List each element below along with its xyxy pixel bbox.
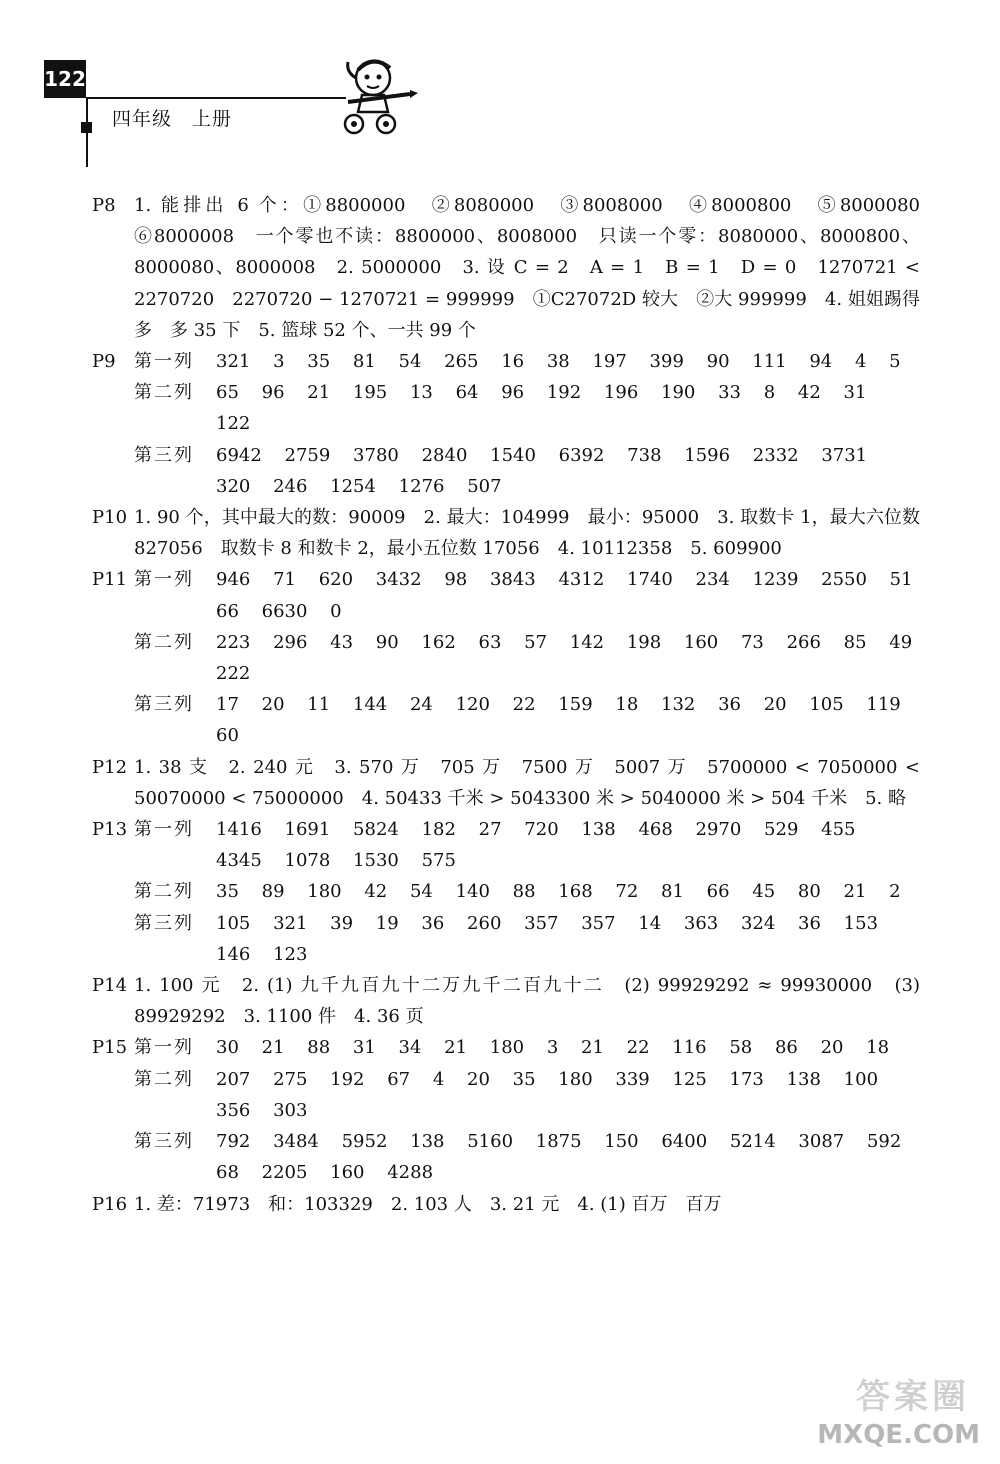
answer-row: [134, 564, 920, 626]
section-p13: [0, 814, 1000, 970]
row-label: 第三列: [134, 694, 194, 716]
page-ref: P10: [92, 507, 128, 529]
answer-text: 1. 100 元 2. (1) 九千九百九十二万九千二百九十二 (2) 99929292 ≈ 99930000 (3) 89929292 3. 1100 件 4. 36 页: [134, 975, 920, 1028]
row-values: 65 96 21 195 13 64 96 192 196 190 33 8 42 31 122: [216, 382, 867, 435]
page-ref: P16: [92, 1193, 128, 1215]
row-label: 第三列: [134, 1131, 194, 1153]
row-values: 792 3484 5952 138 5160 1875 150 6400 5214 3087 592 68 2205 160 4288: [216, 1131, 902, 1184]
row-label: 第一列: [134, 351, 194, 373]
row-label: 第三列: [134, 912, 194, 934]
page-ref: P14: [92, 975, 128, 997]
page-ref: P9: [92, 351, 116, 373]
answer-row: [134, 814, 920, 876]
section-p11: [0, 564, 1000, 751]
row-values: 17 20 11 144 24 120 22 159 18 132 36 20 105 119 60: [216, 694, 901, 747]
row-values: 1416 1691 5824 182 27 720 138 468 2970 529 455 4345 1078 1530 575: [216, 819, 856, 872]
header-vertical-rule: [86, 99, 88, 167]
section-p9: [0, 346, 1000, 502]
row-values: 35 89 180 42 54 140 88 168 72 81 66 45 80 21 2: [216, 881, 901, 903]
answer-row: [134, 689, 920, 751]
row-label: 第一列: [134, 819, 194, 841]
answer-row: [134, 876, 920, 907]
row-label: 第二列: [134, 382, 194, 404]
row-label: 第二列: [134, 881, 194, 903]
answer-row: [134, 1126, 920, 1188]
page-ref: P8: [92, 195, 116, 216]
answer-text: 1. 90 个，其中最大的数：90009 2. 最大：104999 最小：95000 3. 取数卡 1，最大六位数 827056 取数卡 8 和数卡 2，最小五位数 17056 4. 10112358 5. 609900: [134, 507, 920, 560]
section-p10: [0, 502, 1000, 564]
answer-row: [134, 627, 920, 689]
answer-row: [134, 908, 920, 970]
answer-row: [134, 440, 920, 502]
grade-label: 四年级 上册: [112, 108, 233, 130]
page-ref: P13: [92, 819, 128, 841]
row-label: 第二列: [134, 631, 194, 653]
row-values: 946 71 620 3432 98 3843 4312 1740 234 1239 2550 51 66 6630 0: [216, 569, 913, 622]
answer-text: 1. 差：71973 和：103329 2. 103 人 3. 21 元 4. (1) 百万 百万: [134, 1193, 722, 1215]
row-values: 30 21 88 31 34 21 180 3 21 22 116 58 86 20 18: [216, 1037, 890, 1059]
watermark-url: MXQE.COM: [817, 1420, 980, 1450]
row-label: 第二列: [134, 1068, 194, 1090]
page-number: 122: [44, 60, 86, 98]
section-p12: [0, 752, 1000, 814]
watermark-logo: 答案圈: [856, 1377, 970, 1417]
answer-text: 1. 能排出 6 个：①8800000 ②8080000 ③8008000 ④8000800 ⑤8000080 ⑥8000008 一个零也不读：8800000、8008000 只读一个零：8080000、8000800、8000080、8000008 2. 5000000 3. 设 C = 2 A = 1 B = 1 D = 0 1270721 < 2270720 2270720 − 1270721 = 999999 ①C27072D 较大 ②大 999999 4. 姐姐踢得多 多 35 下 5. 篮球 52 个、一共 99 个: [134, 195, 938, 341]
row-label: 第三列: [134, 444, 194, 466]
section-p14: [0, 970, 1000, 1032]
section-p15: [0, 1032, 1000, 1188]
header-rule: [86, 97, 346, 99]
answer-row: [134, 1064, 920, 1126]
answer-row: [134, 1032, 920, 1063]
row-values: 6942 2759 3780 2840 1540 6392 738 1596 2332 3731 320 246 1254 1276 507: [216, 444, 868, 497]
answer-text: 1. 38 支 2. 240 元 3. 570 万 705 万 7500 万 5007 万 5700000 < 7050000 < 50070000 < 75000000 4. 50433 千米 > 5043300 米 > 5040000 米 > 504 千米 5. 略: [134, 756, 920, 809]
row-values: 223 296 43 90 162 63 57 142 198 160 73 266 85 49 222: [216, 631, 913, 685]
answer-content: [0, 190, 1000, 1220]
row-values: 207 275 192 67 4 20 35 180 339 125 173 138 100 356 303: [216, 1068, 879, 1121]
answer-row: [134, 377, 920, 439]
row-label: 第一列: [134, 1037, 194, 1059]
row-values: 105 321 39 19 36 260 357 357 14 363 324 36 153 146 123: [216, 912, 879, 965]
answer-row: [134, 346, 920, 377]
page-ref: P12: [92, 756, 128, 778]
row-label: 第一列: [134, 569, 194, 591]
row-values: 321 3 35 81 54 265 16 38 197 399 90 111 94 4 5: [216, 351, 901, 373]
section-p8: [0, 190, 1000, 346]
page-ref: P11: [92, 569, 128, 591]
boy-writing-icon: [318, 52, 418, 136]
page-ref: P15: [92, 1037, 128, 1059]
section-p16: [0, 1189, 1000, 1220]
header-square-marker: [81, 122, 92, 133]
